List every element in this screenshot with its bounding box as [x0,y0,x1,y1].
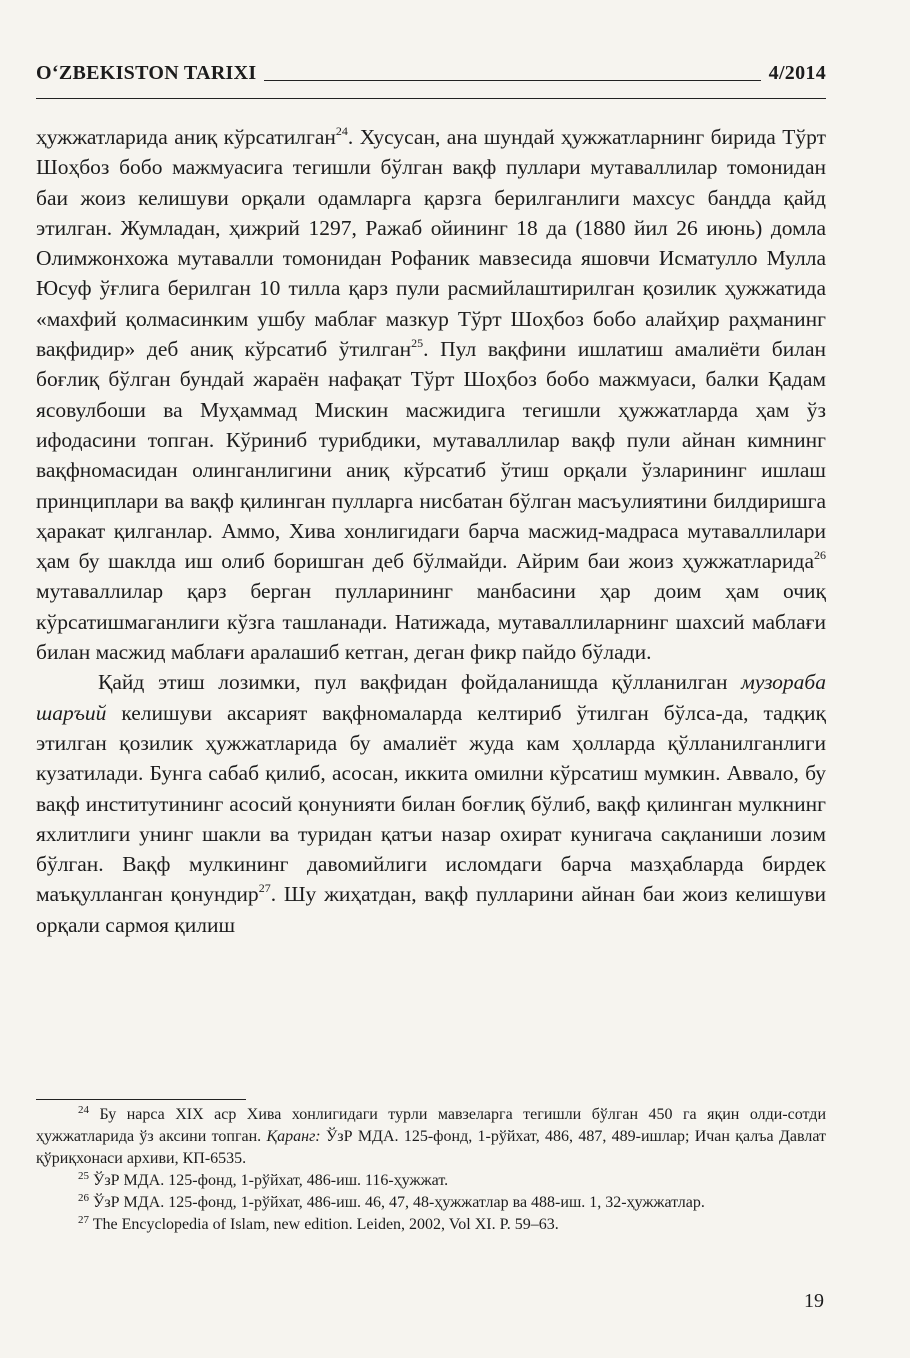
footnote-text: ЎзР МДА. 125-фонд, 1-рўйхат, 486-иш. 116-ҳужжат. [89,1172,449,1189]
main-text [36,122,826,940]
footnote-ref-27[interactable]: 27 [258,881,271,896]
running-header [36,62,826,85]
footnote-italic: Қаранг: [266,1128,321,1145]
footnotes [36,1104,826,1236]
text-run: . Шу жиҳатдан, вақф пулларини айнан баи жоиз келишуви орқали сармоя қилиш [36,882,826,937]
italic-term: музораба шаръий [36,670,826,725]
footnote-ref-24[interactable]: 24 [335,124,348,138]
footnote-25 [36,1170,826,1192]
footnote-separator [36,1099,246,1100]
paragraph-2 [36,667,826,940]
text-run: ҳужжатларида аниқ кўрсатилган [36,125,336,149]
footnote-text: The Encyclopedia of Islam, new edition. Leiden, 2002, Vol XI. P. 59–63. [89,1216,559,1233]
footnote-text: ЎзР МДА. 125-фонд, 1-рўйхат, 486, 487, 489-ишлар; Ичан қалъа Давлат қўриқхонаси архиви, КП-6535. [36,1128,827,1167]
text-run: келишуви аксарият вақфномаларда келтириб ўтилган бўлса-да, тадқиқ этилган қозилик ҳужжатларида бу амалиёт жуда кам ҳолларда қўлланилганлиги кузатилади. Бунга сабаб қилиб, асосан, иккита омилни кўрсатиш мумкин. Аввало, бу вақф институтининг асосий қонунияти билан боғлиқ бўлиб, вақф қилинган мулкнинг яхлитлиги унинг шакли ва туридан қатъи назар охират кунигача сақланиши лозим бўлган. Вақф мулкининг давомийлиги исломдаги барча мазҳабларда бирдек маъқулланган қонундир [36,700,826,907]
header-divider [36,98,826,99]
footnote-number: 27 [78,1214,89,1226]
footnote-text: ЎзР МДА. 125-фонд, 1-рўйхат, 486-иш. 46, 47, 48-ҳужжатлар ва 488-иш. 1, 32-ҳужжатлар. [89,1194,705,1211]
footnote-24 [36,1104,826,1170]
footnote-26 [36,1192,826,1214]
footnote-ref-26[interactable]: 26 [814,548,826,563]
footnote-27 [36,1214,826,1236]
footnote-ref-25[interactable]: 25 [411,336,424,351]
text-run: . Хусусан, ана шундай ҳужжатларнинг бирида Тўрт Шоҳбоз бобо мажмуасига тегишли бўлган вақф пуллари мутаваллилар томонидан баи жоиз келишуви орқали одамларга қарзга берилганлиги махсус бандда қайд этилган. Жумладан, ҳижрий 1297, Ражаб ойининг 18 да (1880 йил 26 июнь) домла Олимжонхожа мутавалли томонидан Рофаник мавзесида яшовчи Исматулло Мулла Юсуф ўғлига берилган 10 тилла қарз пули расмийлаштирилган қозилик ҳужжатида «махфий қолмасинким ушбу маблағ мазкур Тўрт Шоҳбоз бобо алайҳир раҳманинг вақфидир» деб аниқ кўрсатиб ўтилган [36,125,826,362]
footnote-number: 24 [78,1104,89,1116]
text-run: Қайд этиш лозимки, пул вақфидан фойдаланишда қўлланилган [98,670,742,695]
text-run: . Пул вақфини ишлатиш амалиёти билан боғлиқ бўлган бундай жараён нафақат Тўрт Шоҳбоз бобо мажмуаси, балки Қадам ясовулбоши ва Муҳаммад Мискин масжидига тегишли ҳужжатларда ҳам ўз ифодасини топган. Кўриниб турибдики, мутаваллилар вақф пули айнан кимнинг вақфномасидан олинганлигини аниқ кўрсатиб ўтиш орқали ўзларининг ишлаш принциплари ва вақф қилинган пулларга нисбатан бўлган масъулиятини билдиришга ҳаракат қилганлар. Аммо, Хива хонлигидаги барча масжид-мадраса мутаваллилари ҳам бу шаклда иш олиб боришган деб бўлмайди. Айрим баи жоиз ҳужжатларида [36,337,826,574]
header-rule [264,80,760,81]
paragraph-1 [36,122,826,667]
text-run: мутаваллилар қарз берган пулларининг манбасини ҳар доим ҳам очиқ кўрсатишмаганлиги кўзга ташланади. Натижада, мутаваллиларнинг шахсий маблағи билан масжид маблағи аралашиб кетган, деган фикр пайдо бўлади. [36,579,826,665]
page-number: 19 [804,1290,824,1312]
journal-title: O‘ZBEKISTON TARIXI [36,62,257,84]
footnote-number: 26 [78,1192,89,1204]
footnote-text: Бу нарса XIX аср Хива хонлигидаги турли мавзеларга тегишли бўлган 450 га яқин олди-сотди ҳужжатларида ўз аксини топган. [36,1106,826,1145]
footnote-number: 25 [78,1170,89,1182]
issue-number: 4/2014 [768,62,826,84]
